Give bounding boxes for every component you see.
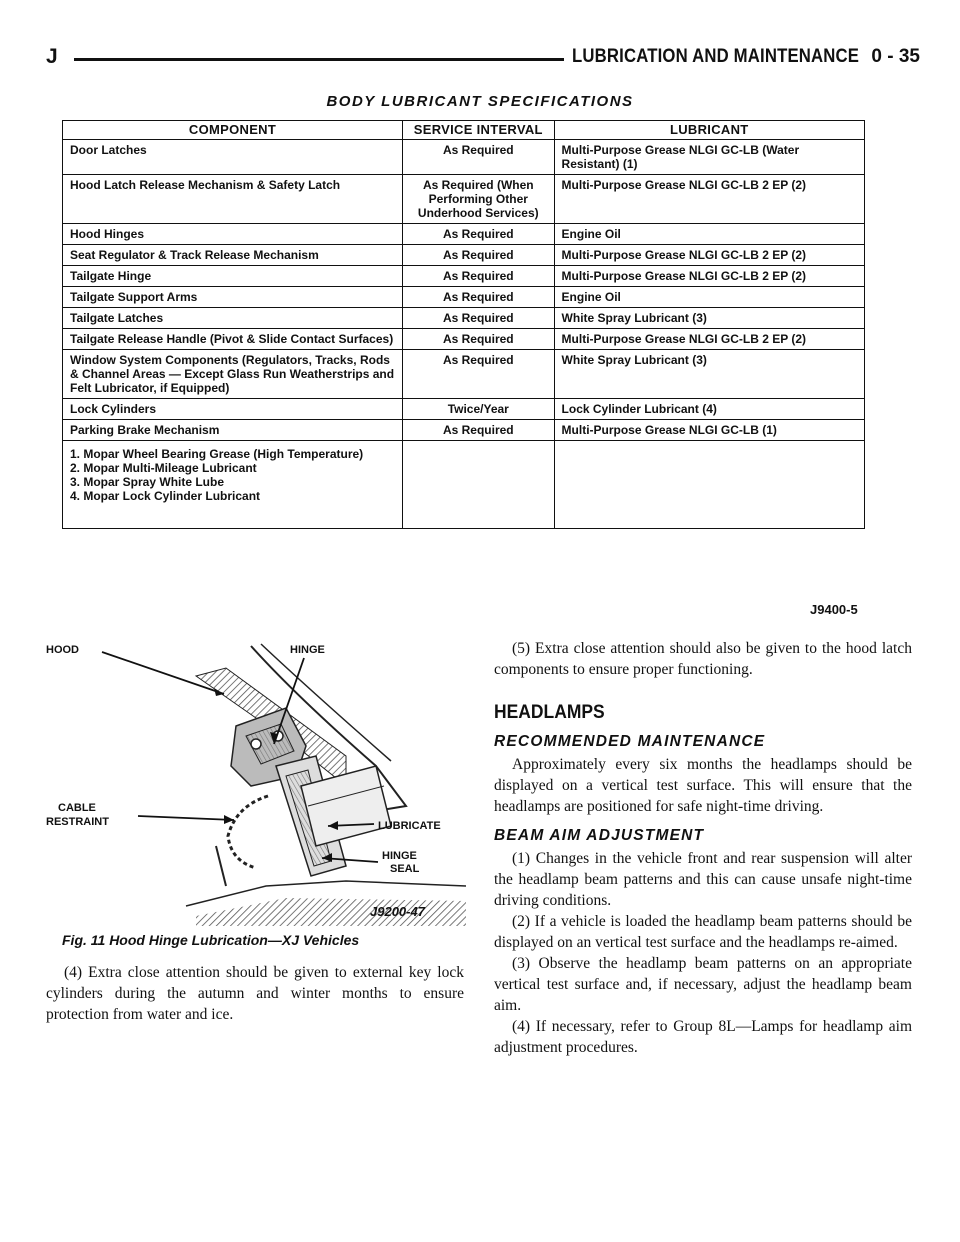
table-row [63, 224, 865, 245]
label-hood: HOOD [46, 644, 79, 656]
paragraph: Approximately every six months the headlamps should be displayed on a vertical test surface. This will ensure that the headlamps are positioned for safe night-time driving. [494, 756, 912, 815]
component-cell: Window System Components (Regulators, Tracks, Rods & Channel Areas — Except Glass Run Weatherstrips and Felt Lubricator, if Equipped) [63, 350, 403, 399]
table-row [63, 266, 865, 287]
label-lubricate: LUBRICATE [378, 820, 441, 832]
empty-cell [403, 441, 555, 529]
table-row [63, 308, 865, 329]
figure-caption: Fig. 11 Hood Hinge Lubrication—XJ Vehicles [62, 932, 360, 948]
paragraph: (3) Observe the headlamp beam patterns on an appropriate vertical test surface and, if necessary, adjust the headlamp beam aim. [494, 955, 912, 1014]
hood-hinge-figure [46, 636, 466, 926]
interval-cell: Twice/Year [403, 399, 555, 420]
table-row [63, 287, 865, 308]
table-row [63, 350, 865, 399]
paragraph: (1) Changes in the vehicle front and rear suspension will alter the headlamp beam patterns and this can cause unsafe night-time driving conditions. [494, 850, 912, 909]
hood-hinge-illustration [46, 636, 466, 926]
label-hinge-seal: HINGE [382, 850, 417, 862]
interval-cell: As Required [403, 224, 555, 245]
lubricant-cell: Engine Oil [554, 224, 864, 245]
label-hinge: HINGE [290, 644, 325, 656]
paragraph: (5) Extra close attention should also be given to the hood latch components to ensure proper functioning. [494, 640, 912, 678]
paragraph: (4) Extra close attention should be given to external key lock cylinders during the autumn and winter months to ensure protection from water and ice. [46, 964, 464, 1023]
left-column [46, 962, 464, 1025]
component-cell: Hood Latch Release Mechanism & Safety Latch [63, 175, 403, 224]
table-row [63, 245, 865, 266]
interval-cell: As Required [403, 420, 555, 441]
footnotes-cell [63, 441, 403, 529]
column-header: SERVICE INTERVAL [403, 121, 555, 140]
paragraph: (4) If necessary, refer to Group 8L—Lamps for headlamp aim adjustment procedures. [494, 1018, 912, 1056]
figure-id: J9200-47 [370, 904, 425, 919]
right-column [494, 638, 912, 1058]
label-seal: SEAL [390, 863, 420, 875]
interval-cell: As Required [403, 140, 555, 175]
lubricant-cell: Multi-Purpose Grease NLGI GC-LB (Water Resistant) (1) [554, 140, 864, 175]
component-cell: Door Latches [63, 140, 403, 175]
empty-cell [554, 441, 864, 529]
table-figure-id: J9400-5 [810, 602, 858, 617]
component-cell: Tailgate Hinge [63, 266, 403, 287]
table-notes-row [63, 441, 865, 529]
column-header: LUBRICANT [554, 121, 864, 140]
interval-cell: As Required [403, 350, 555, 399]
footnote: 4. Mopar Lock Cylinder Lubricant [70, 489, 261, 503]
component-cell: Tailgate Latches [63, 308, 403, 329]
interval-cell: As Required [403, 308, 555, 329]
spec-table-title: BODY LUBRICANT SPECIFICATIONS [326, 93, 634, 110]
lubricant-cell: Multi-Purpose Grease NLGI GC-LB 2 EP (2) [554, 266, 864, 287]
component-cell: Parking Brake Mechanism [63, 420, 403, 441]
lubricant-cell: Multi-Purpose Grease NLGI GC-LB 2 EP (2) [554, 329, 864, 350]
interval-cell: As Required (When Performing Other Underhood Services) [403, 175, 555, 224]
lubricant-cell: Multi-Purpose Grease NLGI GC-LB (1) [554, 420, 864, 441]
lubricant-cell: Engine Oil [554, 287, 864, 308]
paragraph: (2) If a vehicle is loaded the headlamp beam patterns should be displayed on an vertical test surface and the headlamps re-aimed. [494, 913, 912, 951]
interval-cell: As Required [403, 329, 555, 350]
interval-cell: As Required [403, 266, 555, 287]
table-row [63, 329, 865, 350]
footnote: 1. Mopar Wheel Bearing Grease (High Temperature) [70, 447, 364, 461]
page-number: 0 - 35 [871, 46, 920, 67]
lubricant-cell: White Spray Lubricant (3) [554, 350, 864, 399]
lubricant-cell: White Spray Lubricant (3) [554, 308, 864, 329]
component-cell: Tailgate Support Arms [63, 287, 403, 308]
body-lubricant-spec-table [62, 120, 865, 529]
subsection-heading: RECOMMENDED MAINTENANCE [494, 733, 766, 750]
interval-cell: As Required [403, 245, 555, 266]
column-header: COMPONENT [63, 121, 403, 140]
interval-cell: As Required [403, 287, 555, 308]
header-rule [74, 58, 564, 61]
footnote: 3. Mopar Spray White Lube [70, 475, 225, 489]
component-cell: Hood Hinges [63, 224, 403, 245]
lubricant-cell: Multi-Purpose Grease NLGI GC-LB 2 EP (2) [554, 245, 864, 266]
footnote: 2. Mopar Multi-Mileage Lubricant [70, 461, 257, 475]
section-heading: HEADLAMPS [494, 702, 605, 723]
label-cable: CABLE [58, 802, 96, 814]
table-row [63, 420, 865, 441]
table-row [63, 175, 865, 224]
component-cell: Lock Cylinders [63, 399, 403, 420]
section-letter: J [46, 45, 58, 68]
header-title: LUBRICATION AND MAINTENANCE [572, 46, 860, 67]
lubricant-cell: Multi-Purpose Grease NLGI GC-LB 2 EP (2) [554, 175, 864, 224]
table-header-row [63, 121, 865, 140]
label-restraint: RESTRAINT [46, 816, 109, 828]
component-cell: Tailgate Release Handle (Pivot & Slide Contact Surfaces) [63, 329, 403, 350]
page-header [46, 44, 922, 78]
table-row [63, 399, 865, 420]
lubricant-cell: Lock Cylinder Lubricant (4) [554, 399, 864, 420]
component-cell: Seat Regulator & Track Release Mechanism [63, 245, 403, 266]
table-row [63, 140, 865, 175]
subsection-heading: BEAM AIM ADJUSTMENT [494, 827, 705, 844]
